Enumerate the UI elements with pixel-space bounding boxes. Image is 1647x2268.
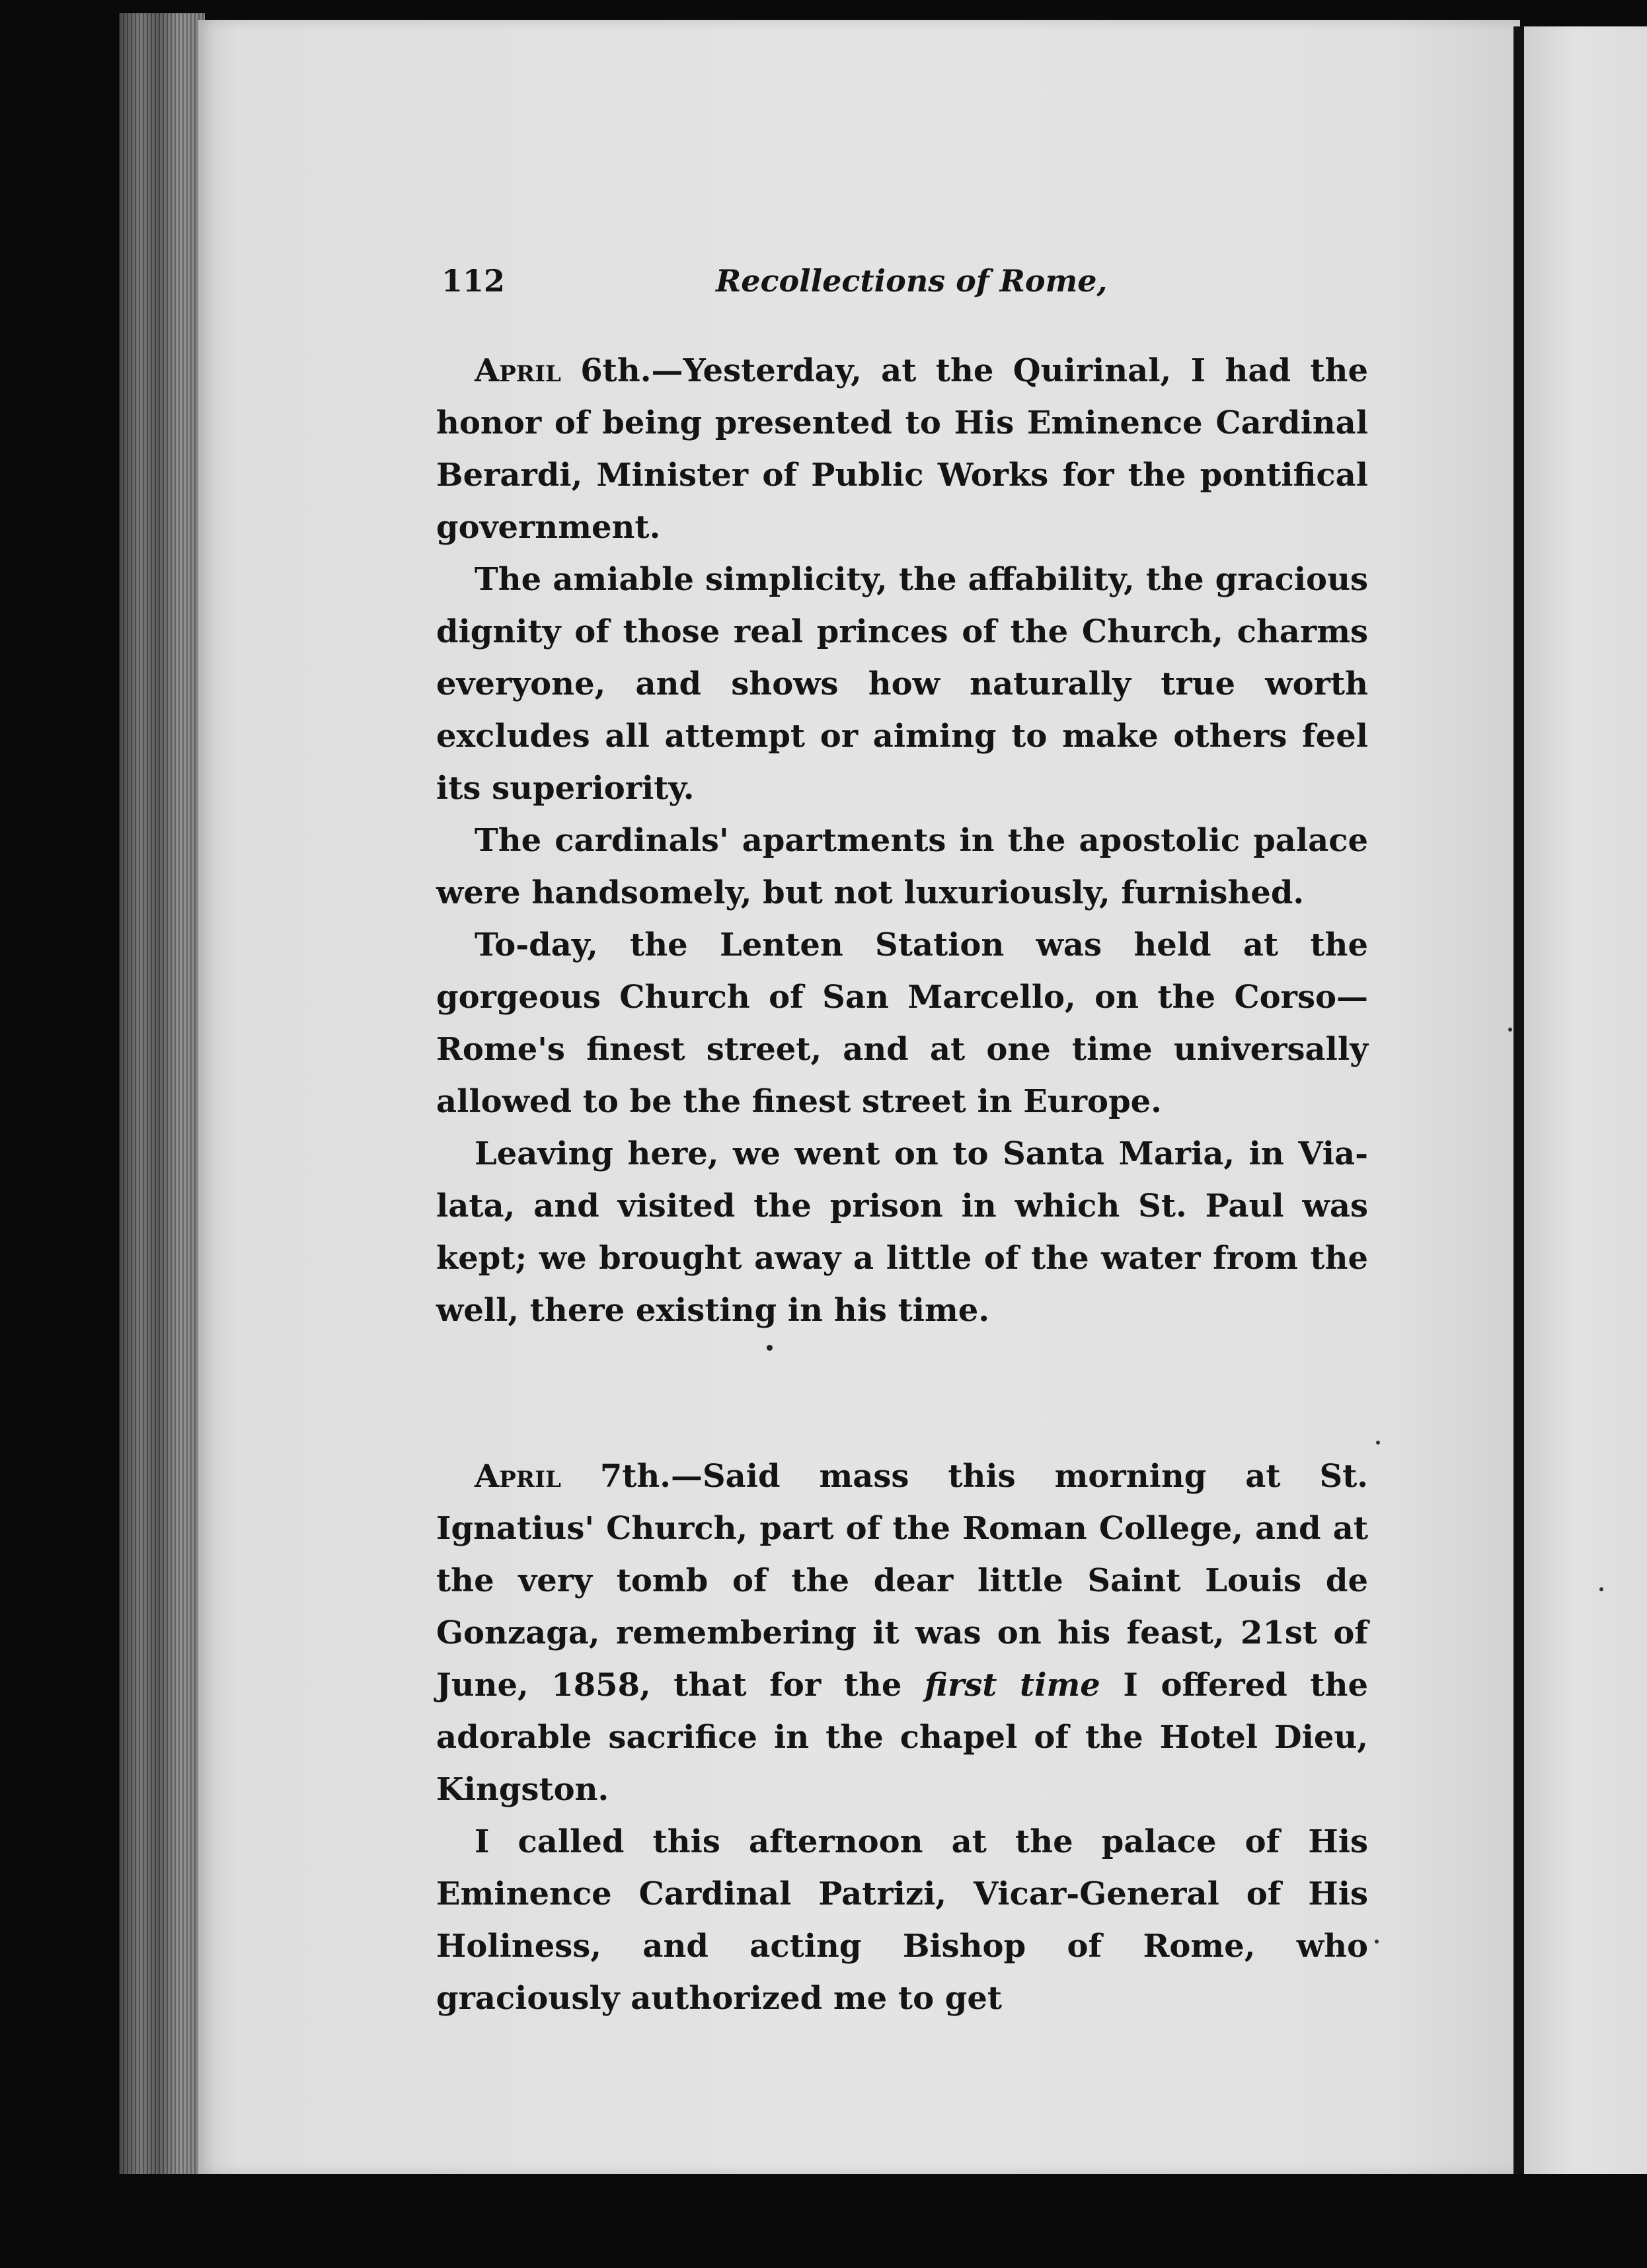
running-head: Recollections of Rome, — [716, 263, 1108, 299]
adjacent-page-edge — [1524, 26, 1647, 2174]
scan-speck — [1375, 1940, 1379, 1944]
paragraph-text: I offered the adorable sacrifice in the chapel of the Hotel Dieu, Kingston. — [436, 1667, 1369, 1808]
scan-border — [0, 2174, 1647, 2268]
page-stack-edges — [119, 13, 205, 2174]
page-number: 112 — [441, 263, 506, 299]
entry-date-label: April — [475, 352, 561, 389]
diary-entry-april-7 — [436, 1451, 1368, 2025]
scan-speck — [1508, 1028, 1512, 1032]
diary-entry-april-6 — [436, 345, 1368, 1337]
scan-speck — [1599, 1587, 1603, 1591]
paragraph: Leaving here, we went on to Santa Maria, in Via-lata, and visited the prison in which St. Paul was kept; we brought away a little of the water from the well, there existing in his time. — [436, 1135, 1368, 1329]
paragraph: The cardinals' apartments in the apostolic palace were handsomely, but not luxuriously, furnished. — [436, 822, 1368, 911]
paragraph: To-day, the Lenten Station was held at the gorgeous Church of San Marcello, on the Corso—Rome's finest street, and at one time universally allowed to be the finest street in Europe. — [436, 926, 1368, 1120]
paragraph-text: 7th.—Said mass this morning at St. Ignatius' Church, part of the Roman College, and at the very tomb of the dear little Saint Louis de Gonzaga, remembering it was on his feast, 21st of June, 1858, that for the — [436, 1458, 1368, 1704]
italic-emphasis: first time — [925, 1667, 1100, 1704]
paragraph — [436, 1451, 1368, 1816]
page-gutter — [1513, 26, 1524, 2174]
paragraph-text: 6th.—Yesterday, at the Quirinal, I had the honor of being presented to His Eminence Cardinal Berardi, Minister of Public Works for the pontifical government. — [436, 352, 1368, 546]
page-header — [441, 263, 1367, 309]
paragraph: I called this afternoon at the palace of His Eminence Cardinal Patrizi, Vicar-General of His Holiness, and acting Bishop of Rome, who graciously authorized me to get — [436, 1823, 1368, 2017]
scan-speck — [1376, 1441, 1380, 1445]
entry-date-label: April — [475, 1458, 561, 1495]
paragraph: The amiable simplicity, the affability, the gracious dignity of those real princes of the Church, charms everyone, and shows how naturally true worth excludes all attempt or aiming to make others feel its superiority. — [436, 561, 1368, 807]
section-separator — [767, 1345, 773, 1351]
paragraph — [436, 345, 1368, 554]
